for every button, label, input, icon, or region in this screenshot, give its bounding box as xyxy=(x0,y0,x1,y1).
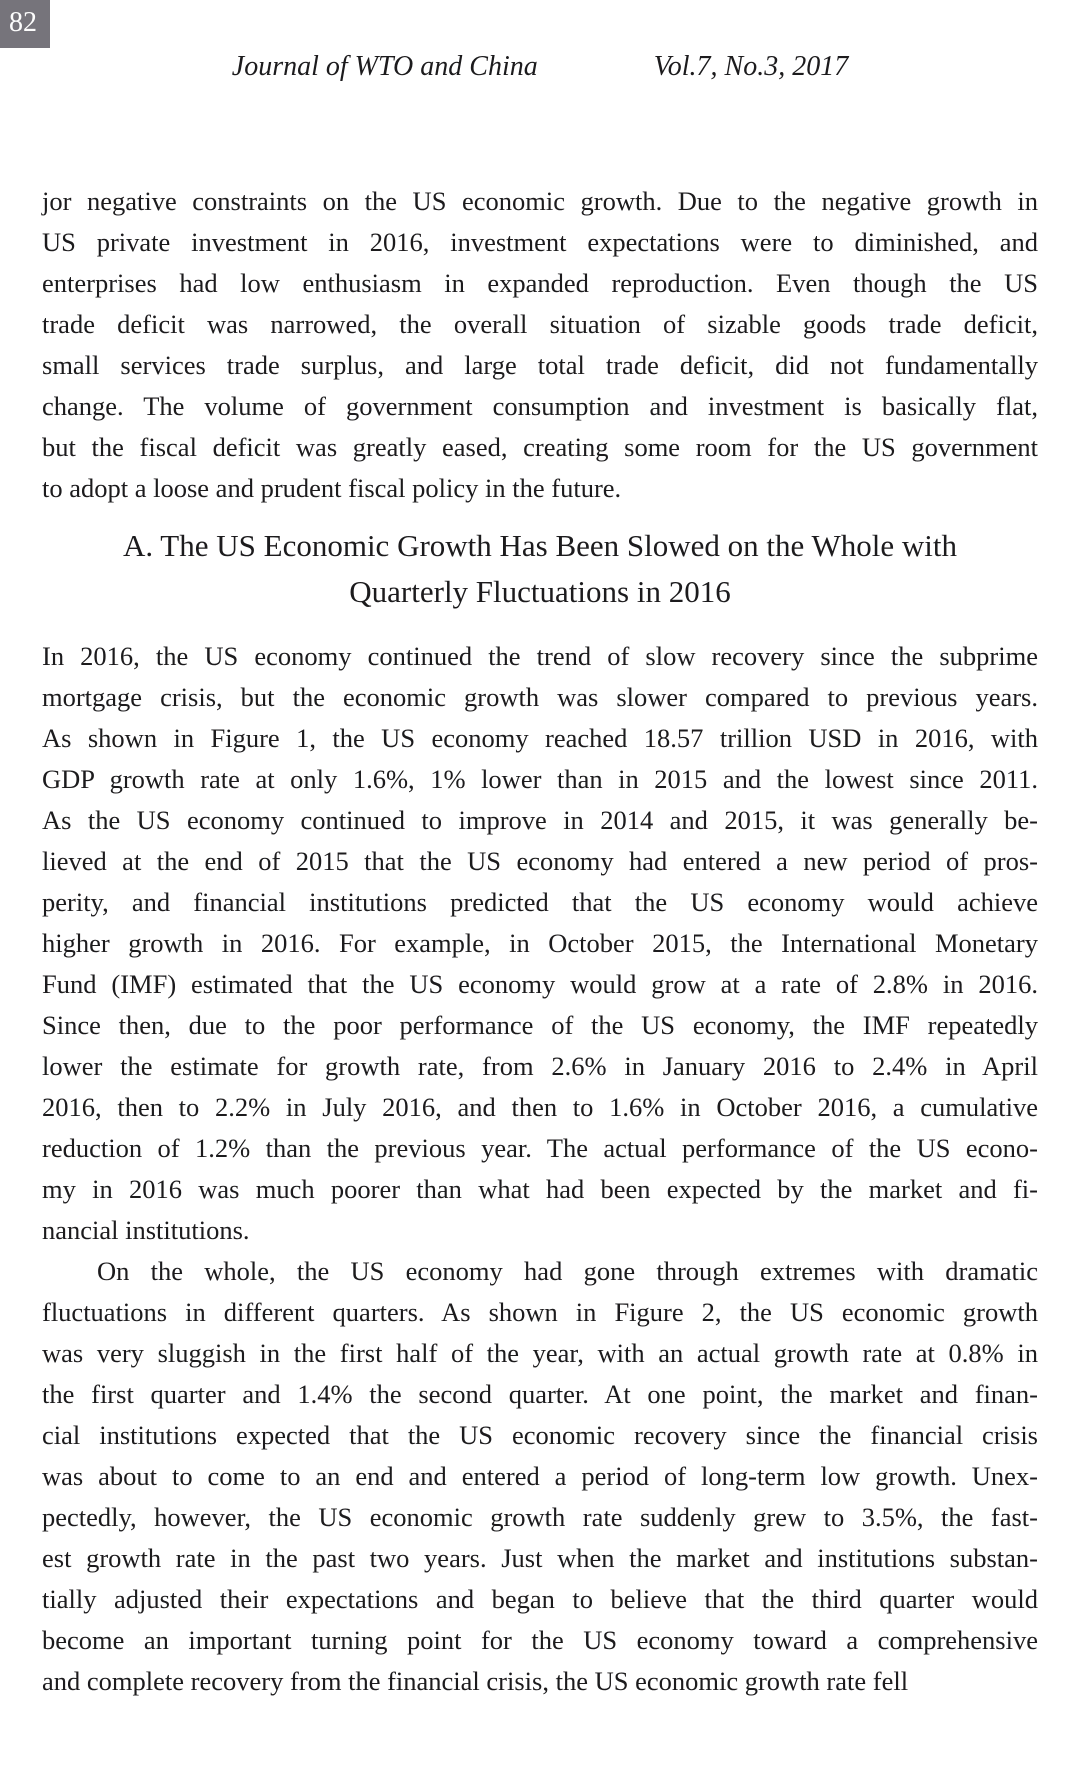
text-line: cial institutions expected that the US economic recovery since the financial crisis xyxy=(42,1420,1038,1450)
text-line: to adopt a loose and prudent fiscal policy in the future. xyxy=(42,473,622,503)
text-line: As shown in Figure 1, the US economy reached 18.57 trillion USD in 2016, with xyxy=(42,723,1038,753)
text-line: Since then, due to the poor performance of the US economy, the IMF repeatedly xyxy=(42,1010,1038,1040)
text-line: my in 2016 was much poorer than what had been expected by the market and fi- xyxy=(42,1174,1038,1204)
page-number-badge: 82 xyxy=(0,0,50,48)
text-line: In 2016, the US economy continued the trend of slow recovery since the subprime xyxy=(42,641,1038,671)
text-line: nancial institutions. xyxy=(42,1215,250,1245)
text-line: change. The volume of government consumption and investment is basically flat, xyxy=(42,391,1038,421)
journal-title: Journal of WTO and China xyxy=(231,51,538,82)
text-line: and complete recovery from the financial crisis, the US economic growth rate fell xyxy=(42,1666,909,1696)
text-line: On the whole, the US economy had gone through extremes with dramatic xyxy=(97,1256,1038,1286)
text-line: pectedly, however, the US economic growth rate suddenly grew to 3.5%, the fast- xyxy=(42,1502,1038,1532)
text-line: mortgage crisis, but the economic growth was slower compared to previous years. xyxy=(42,682,1038,712)
text-line: lieved at the end of 2015 that the US economy had entered a new period of pros- xyxy=(42,846,1038,876)
text-line: perity, and financial institutions predicted that the US economy would achieve xyxy=(42,887,1038,917)
paragraph-continuation xyxy=(42,181,1038,509)
text-line: become an important turning point for the US economy toward a comprehensive xyxy=(42,1625,1038,1655)
text-line: 2016, then to 2.2% in July 2016, and then to 1.6% in October 2016, a cumulative xyxy=(42,1092,1038,1122)
section-heading-line: Quarterly Fluctuations in 2016 xyxy=(349,574,731,609)
text-line: As the US economy continued to improve in 2014 and 2015, it was generally be- xyxy=(42,805,1038,835)
section-heading xyxy=(42,523,1038,615)
running-header xyxy=(42,50,1038,84)
text-line: small services trade surplus, and large total trade deficit, did not fundamentally xyxy=(42,350,1038,380)
issue-info: Vol.7, No.3, 2017 xyxy=(653,51,849,82)
text-line: was about to come to an end and entered a period of long-term low growth. Unex- xyxy=(42,1461,1038,1491)
text-line: the first quarter and 1.4% the second quarter. At one point, the market and finan- xyxy=(42,1379,1038,1409)
text-line: Fund (IMF) estimated that the US economy would grow at a rate of 2.8% in 2016. xyxy=(42,969,1038,999)
text-line: US private investment in 2016, investment expectations were to diminished, and xyxy=(42,227,1038,257)
text-line: was very sluggish in the first half of the year, with an actual growth rate at 0.8% in xyxy=(42,1338,1038,1368)
text-line: fluctuations in different quarters. As shown in Figure 2, the US economic growth xyxy=(42,1297,1038,1327)
text-line: jor negative constraints on the US economic growth. Due to the negative growth in xyxy=(42,186,1038,216)
text-line: reduction of 1.2% than the previous year. The actual performance of the US econo- xyxy=(42,1133,1038,1163)
paragraph xyxy=(42,1251,1038,1702)
text-line: higher growth in 2016. For example, in October 2015, the International Monetary xyxy=(42,928,1038,958)
page-content xyxy=(42,181,1038,1702)
text-line: enterprises had low enthusiasm in expanded reproduction. Even though the US xyxy=(42,268,1038,298)
text-line: est growth rate in the past two years. Just when the market and institutions substan- xyxy=(42,1543,1038,1573)
section-heading-line: A. The US Economic Growth Has Been Slowed on the Whole with xyxy=(122,528,957,563)
text-line: trade deficit was narrowed, the overall situation of sizable goods trade deficit, xyxy=(42,309,1038,339)
text-line: but the fiscal deficit was greatly eased, creating some room for the US government xyxy=(42,432,1038,462)
paragraph xyxy=(42,636,1038,1251)
text-line: GDP growth rate at only 1.6%, 1% lower than in 2015 and the lowest since 2011. xyxy=(42,764,1038,794)
text-line: lower the estimate for growth rate, from 2.6% in January 2016 to 2.4% in April xyxy=(42,1051,1038,1081)
text-line: tially adjusted their expectations and began to believe that the third quarter would xyxy=(42,1584,1038,1614)
